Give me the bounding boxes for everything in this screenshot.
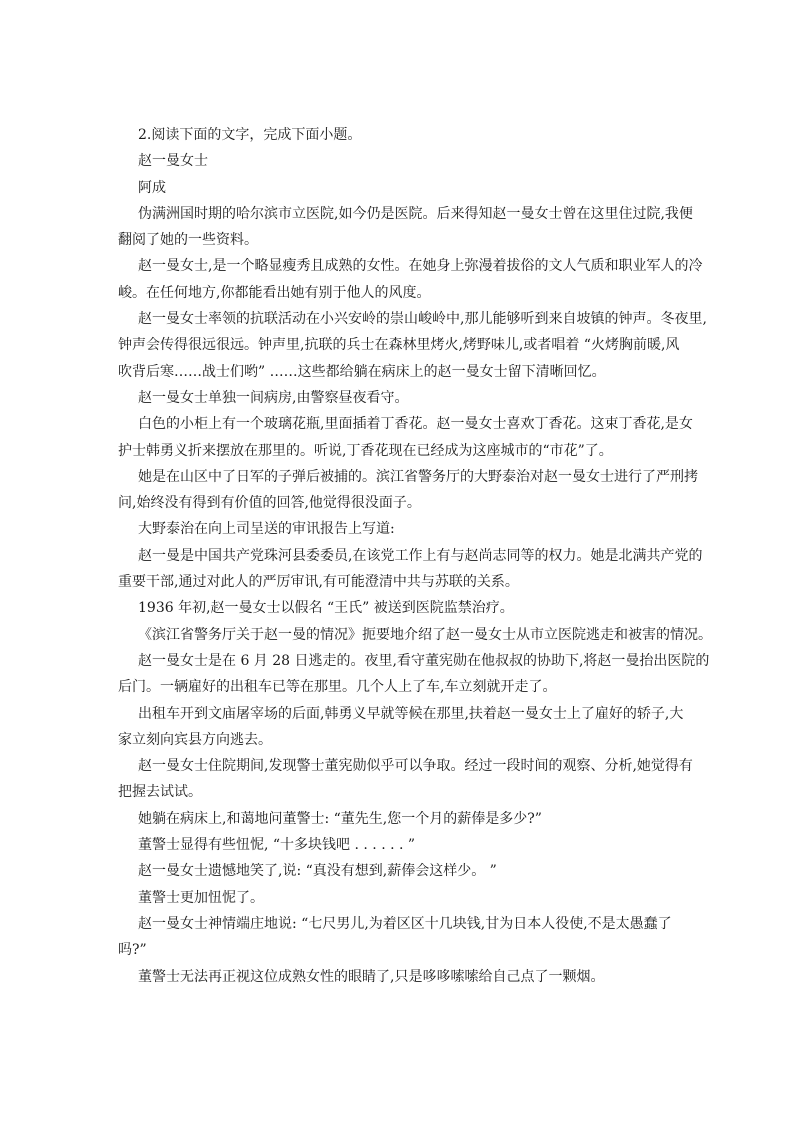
paragraph-line: 后门。一辆雇好的出租车已等在那里。几个人上了车,车立刻就开走了。 [118,679,557,696]
paragraph-line: 伪满洲国时期的哈尔滨市立医院,如今仍是医院。后来得知赵一曼女士曾在这里住过院,我便 [138,205,693,222]
paragraph-line: 重要干部,通过对此人的严厉审讯,有可能澄清中共与苏联的关系。 [118,574,519,591]
paragraph-line: 董警士更加忸怩了。 [138,889,264,906]
paragraph-line: 峻。在任何地方,你都能看出她有别于他人的风度。 [118,284,431,301]
article-title: 赵一曼女士 [138,153,208,170]
paragraph-line: 赵一曼女士单独一间病房,由警察昼夜看守。 [138,389,409,406]
paragraph-line: 吹背后寒……战士们哟” ……这些都给躺在病床上的赵一曼女士留下清晰回忆。 [118,363,606,380]
paragraph-line: 赵一曼女士遗憾地笑了,说: “真没有想到,薪俸会这样少。 ” [138,863,497,880]
paragraph-line: 把握去试试。 [118,784,202,801]
paragraph-line: 赵一曼女士率领的抗联活动在小兴安岭的崇山峻岭中,那儿能够听到来自坡镇的钟声。冬夜里, [138,311,707,328]
paragraph-line: 家立刻向宾县方向逃去。 [118,731,272,748]
document-body [118,122,712,990]
paragraph-line: 赵一曼女士,是一个略显瘦秀且成熟的女性。在她身上弥漫着拔俗的文人气质和职业军人的冷 [138,258,703,275]
paragraph-line: 问,始终没有得到有价值的回答,他觉得很没面子。 [118,495,421,512]
paragraph-line: 赵一曼女士是在 6 月 28 日逃走的。夜里,看守董宪勋在他叔叔的协助下,将赵一曼抬出医院的 [138,652,710,669]
paragraph-line: 《滨江省警务厅关于赵一曼的情况》扼要地介绍了赵一曼女士从市立医院逃走和被害的情况。 [138,626,712,643]
paragraph-line: 白色的小柜上有一个玻璃花瓶,里面插着丁香花。赵一曼女士喜欢丁香花。这束丁香花,是女 [138,416,693,433]
paragraph-line: 董警士显得有些忸怩, “十多块钱吧 . . . . . . ” [138,837,416,854]
paragraph-line: 她是在山区中了日军的子弹后被捕的。滨江省警务厅的大野泰治对赵一曼女士进行了严刑拷 [138,468,698,485]
paragraph-line: 董警士无法再正视这位成熟女性的眼睛了,只是哆哆嗦嗦给自己点了一颗烟。 [138,968,605,985]
paragraph-line: 翻阅了她的一些资料。 [118,232,258,249]
paragraph-line: 赵一曼女士神情端庄地说: “七尺男儿,为着区区十几块钱,甘为日本人役使,不是太愚蠢了 [138,915,672,932]
paragraph-line: 吗?” [118,942,147,959]
paragraph-line: 护士韩勇义折来摆放在那里的。听说,丁香花现在已经成为这座城市的“市花”了。 [118,442,613,459]
paragraph-line: 大野泰治在向上司呈送的审讯报告上写道: [138,521,395,538]
article-author: 阿成 [138,179,166,196]
paragraph-line: 1936 年初,赵一曼女士以假名 “王氏” 被送到医院监禁治疗。 [138,600,514,617]
paragraph-line: 钟声会传得很远很远。钟声里,抗联的兵士在森林里烤火,烤野味儿,或者唱着 “火烤胸前暖,风 [118,337,680,354]
paragraph-line: 出租车开到文庙屠宰场的后面,韩勇义早就等候在那里,扶着赵一曼女士上了雇好的轿子,大 [138,705,684,722]
paragraph-line: 赵一曼女士住院期间,发现警士董宪勋似乎可以争取。经过一段时间的观察、分析,她觉得有 [138,758,693,775]
question-prompt: 2.阅读下面的文字，完成下面小题。 [138,127,362,143]
paragraph-line: 她躺在病床上,和蔼地问董警士: “董先生,您一个月的薪俸是多少?” [138,810,542,827]
paragraph-line: 赵一曼是中国共产党珠河县委委员,在该党工作上有与赵尚志同等的权力。她是北满共产党的 [138,547,703,564]
